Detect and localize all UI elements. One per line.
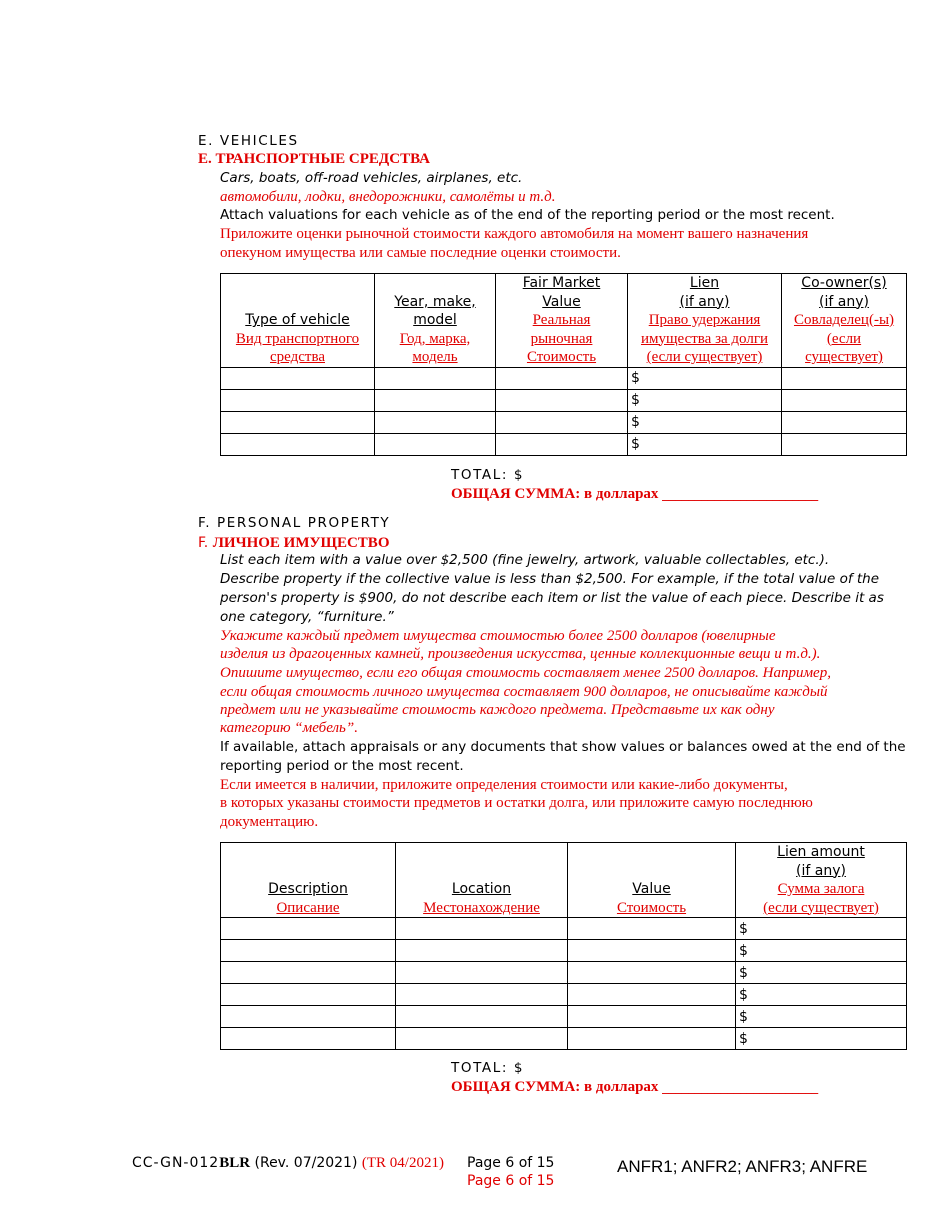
property-description-cell[interactable] [221,1028,396,1050]
property-description-cell[interactable] [221,940,396,962]
col-header-en: (if any) [796,862,846,879]
section-f-list-en-3: person's property is $900, do not describe each item or list the value of each piece. Describe it as [220,590,884,606]
col-header-ru: Стоимость [526,349,597,365]
col-header-en: Fair Market [522,275,601,291]
vehicle-value-cell[interactable] [496,389,628,411]
form-number-suffix: BLR [219,1155,251,1171]
property-total-label-ru [451,1078,818,1097]
property-total-field[interactable]: ________________________ [662,1080,819,1095]
section-f-list-ru-5: предмет или не указывайте стоимость каждого предмета. Представьте их как одну [220,702,775,718]
col-header-en: model [413,312,457,328]
table-row [221,1006,907,1028]
col-header-en: (if any) [679,293,730,310]
vehicle-value-cell[interactable] [496,411,628,433]
vehicle-coowner-cell[interactable] [782,389,907,411]
col-header-ru: рыночная [530,330,593,347]
section-f-heading-ru [198,533,389,553]
col-header-en: Description [268,881,348,897]
section-f-heading-ru-prefix: F. [198,535,213,551]
section-f-list-ru-4: если общая стоимость личного имущества составляет 900 долларов, не описывайте каждый [220,684,828,700]
section-e-examples-ru: автомобили, лодки, внедорожники, самолёты и т.д. [220,189,556,205]
col-header-ru: Сумма залога [777,881,865,897]
col-header-ru: имущества за долги [640,330,769,347]
table-row [221,962,907,984]
vehicle-type-cell[interactable] [221,389,375,411]
col-location [396,843,568,918]
col-header-en: Lien amount [777,844,865,860]
property-lien-cell[interactable]: $ [736,940,907,962]
form-number [132,1155,444,1172]
section-e-instructions: Attach valuations for each vehicle as of the end of the reporting period or the most recent. [220,207,835,223]
section-f-attach-en-1: If available, attach appraisals or any documents that show values or balances owed at the end of the [220,739,906,755]
property-value-cell[interactable] [568,940,736,962]
vehicle-lien-cell[interactable]: $ [628,433,782,455]
col-header-ru: (если существует) [646,349,763,365]
total-label-ru-text: ОБЩАЯ СУММА: в долларах [451,1079,659,1095]
section-e-examples: Cars, boats, off-road vehicles, airplanes, etc. [220,170,523,186]
vehicle-type-cell[interactable] [221,411,375,433]
table-row [221,389,907,411]
table-row [221,411,907,433]
property-description-cell[interactable] [221,962,396,984]
vehicle-lien-cell[interactable]: $ [628,411,782,433]
personal-property-table-header [221,843,907,918]
col-header-en: Value [542,293,581,310]
section-f-attach-ru-1: Если имеется в наличии, приложите определения стоимости или какие-либо документы, [220,777,788,793]
table-row [221,1028,907,1050]
property-location-cell[interactable] [396,1028,568,1050]
page-number-ru: Page 6 of 15 [467,1173,555,1189]
col-header-ru: Стоимость [616,899,687,916]
property-description-cell[interactable] [221,984,396,1006]
vehicle-value-cell[interactable] [496,433,628,455]
col-header-ru: Совладелец(-ы) [793,312,895,328]
property-lien-cell[interactable]: $ [736,1028,907,1050]
col-co-owners [782,274,907,368]
property-location-cell[interactable] [396,940,568,962]
col-header-ru: (если существует) [763,899,879,916]
section-f-attach-ru-3: документацию. [220,814,319,830]
section-e-heading-ru: E. ТРАНСПОРТНЫЕ СРЕДСТВА [198,151,430,167]
property-lien-cell[interactable]: $ [736,962,907,984]
col-value [568,843,736,918]
section-e-heading: E. VEHICLES [198,133,299,149]
vehicle-lien-cell[interactable]: $ [628,367,782,389]
col-header-ru: Описание [276,899,340,916]
col-header-ru: Вид транспортного [235,330,360,347]
property-description-cell[interactable] [221,918,396,940]
col-header-en: Year, make, [394,293,476,310]
vehicle-type-cell[interactable] [221,433,375,455]
col-header-ru: существует) [805,349,883,365]
total-label-ru-text: ОБЩАЯ СУММА: в долларах [451,486,659,502]
vehicle-coowner-cell[interactable] [782,433,907,455]
vehicles-table [220,273,907,456]
vehicles-total-field[interactable]: ________________________ [662,487,819,502]
section-f-heading-ru-text: ЛИЧНОЕ ИМУЩЕСТВО [212,535,390,551]
col-header-ru: Право удержания [648,312,761,328]
col-header-ru: Местонахождение [423,899,540,916]
vehicles-table-header [221,274,907,368]
property-value-cell[interactable] [568,984,736,1006]
property-value-cell[interactable] [568,1006,736,1028]
col-fair-market-value [496,274,628,368]
section-f-attach-ru-2: в которых указаны стоимости предметов и остатки долга, или приложите самую последнюю [220,795,813,811]
property-lien-cell[interactable]: $ [736,984,907,1006]
vehicle-coowner-cell[interactable] [782,367,907,389]
col-header-ru: (если [826,330,862,347]
property-total-label: TOTAL: $ [451,1060,525,1076]
table-row [221,367,907,389]
property-location-cell[interactable] [396,918,568,940]
vehicle-year-cell[interactable] [375,433,496,455]
col-header-en: Co-owner(s) [801,275,887,291]
col-description [221,843,396,918]
section-e-instructions-ru-2: опекуном имущества или самые последние оценки стоимости. [220,245,621,261]
section-f-attach-en-2: reporting period or the most recent. [220,758,464,774]
col-year-make-model [375,274,496,368]
vehicle-year-cell[interactable] [375,367,496,389]
vehicle-coowner-cell[interactable] [782,411,907,433]
section-f-list-en-4: one category, “furniture.” [220,609,394,625]
vehicle-year-cell[interactable] [375,411,496,433]
property-value-cell[interactable] [568,1028,736,1050]
table-row [221,984,907,1006]
property-location-cell[interactable] [396,1006,568,1028]
vehicle-type-cell[interactable] [221,367,375,389]
property-lien-cell[interactable]: $ [736,1006,907,1028]
col-header-en: Value [632,881,671,897]
col-header-ru: средства [269,349,325,365]
vehicles-total-label: TOTAL: $ [451,467,525,483]
col-header-en: Lien [689,275,720,291]
page-number: Page 6 of 15 [467,1155,555,1171]
vehicle-lien-cell[interactable]: $ [628,389,782,411]
col-header-ru: модель [412,349,458,365]
form-number-prefix: CC-GN-012 [132,1155,220,1171]
form-revision: (Rev. 07/2021) [250,1155,362,1171]
property-location-cell[interactable] [396,984,568,1006]
col-header-en: Type of vehicle [245,312,350,328]
vehicles-total-label-ru [451,485,818,504]
section-f-list-en-1: List each item with a value over $2,500 (fine jewelry, artwork, valuable collectables, etc.). [220,552,830,568]
table-row [221,433,907,455]
property-lien-cell[interactable]: $ [736,918,907,940]
section-e-instructions-ru-1: Приложите оценки рыночной стоимости каждого автомобиля на момент вашего назначения [220,226,809,242]
col-header-ru: Год, марка, [399,330,471,347]
property-value-cell[interactable] [568,962,736,984]
section-f-list-ru-1: Укажите каждый предмет имущества стоимостью более 2500 долларов (ювелирные [220,628,776,644]
property-description-cell[interactable] [221,1006,396,1028]
section-f-list-en-2: Describe property if the collective value is less than $2,500. For example, if the total value of the [220,571,880,587]
col-lien [628,274,782,368]
col-type-of-vehicle [221,274,375,368]
table-row [221,940,907,962]
section-f-list-ru-3: Опишите имущество, если его общая стоимость составляет менее 2500 долларов. Например, [220,665,831,681]
section-f-heading: F. PERSONAL PROPERTY [198,515,391,531]
section-f-list-ru-6: категорию “мебель”. [220,720,358,736]
form-translation-revision: (TR 04/2021) [361,1155,444,1171]
col-header-ru: Реальная [532,312,591,328]
col-header-en: Location [451,881,512,897]
section-f-list-ru-2: изделия из драгоценных камней, произведения искусства, ценные коллекционные вещи и т.д.). [220,646,821,662]
property-value-cell[interactable] [568,918,736,940]
table-row [221,918,907,940]
personal-property-table [220,842,907,1050]
property-location-cell[interactable] [396,962,568,984]
vehicle-year-cell[interactable] [375,389,496,411]
form-codes: ANFR1; ANFR2; ANFR3; ANFRE [617,1157,868,1176]
col-lien-amount [736,843,907,918]
col-header-en: (if any) [819,293,869,310]
vehicle-value-cell[interactable] [496,367,628,389]
